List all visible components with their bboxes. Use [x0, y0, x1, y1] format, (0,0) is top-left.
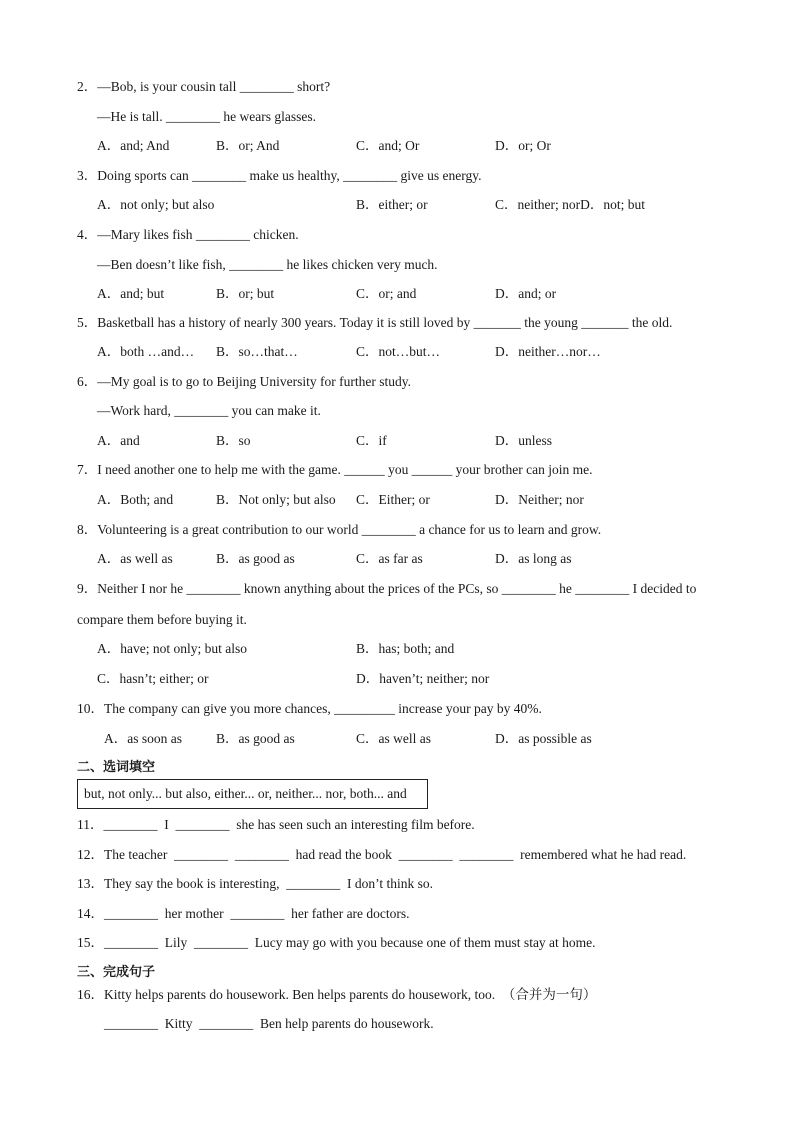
q5-option-c: C．not…but…	[356, 344, 441, 359]
q9-option-a: A．have; not only; but also	[97, 641, 247, 656]
q2-stem: 2．—Bob, is your cousin tall ________ short?	[77, 79, 331, 94]
q6-option-a: A．and	[97, 433, 140, 448]
word-bank-text: but, not only... but also, either... or, neither... nor, both... and	[84, 786, 407, 801]
q2-option-d: D．or; Or	[495, 138, 551, 153]
q9-option-b: B．has; both; and	[356, 641, 455, 656]
q16-answer-line: ________ Kitty ________ Ben help parents do housework.	[104, 1016, 434, 1031]
q8-stem: 8．Volunteering is a great contribution to our world ________ a chance for us to learn and grow.	[77, 522, 602, 537]
q7-option-b: B．Not only; but also	[216, 492, 336, 507]
q4-option-c: C．or; and	[356, 286, 417, 301]
q3-option-b: B．either; or	[356, 197, 428, 212]
q11-sentence: 11．________ I ________ she has seen such an interesting film before.	[77, 817, 475, 832]
q9-stem: 9．Neither I nor he ________ known anything about the prices of the PCs, so ________ he ________ I decided to	[77, 581, 697, 596]
q16-stem: 16．Kitty helps parents do housework. Ben helps parents do housework, too. （合并为一句）	[77, 987, 597, 1002]
q2-option-c: C．and; Or	[356, 138, 420, 153]
q6-dialog-line: —Work hard, ________ you can make it.	[97, 403, 321, 418]
q10-option-c: C．as well as	[356, 731, 431, 746]
section-heading-complete-sentences: 三、完成句子	[77, 965, 156, 980]
q10-stem: 10．The company can give you more chances, _________ increase your pay by 40%.	[77, 701, 542, 716]
q2-dialog-line: —He is tall. ________ he wears glasses.	[97, 109, 316, 124]
q4-dialog-line: —Ben doesn’t like fish, ________ he likes chicken very much.	[97, 257, 438, 272]
section-heading-word-fill: 二、选词填空	[77, 760, 156, 775]
q10-option-a: A．as soon as	[104, 731, 182, 746]
q5-option-b: B．so…that…	[216, 344, 298, 359]
q4-option-b: B．or; but	[216, 286, 275, 301]
q5-stem: 5．Basketball has a history of nearly 300 years. Today it is still loved by _______ the young _______ the old.	[77, 315, 673, 330]
q6-option-c: C．if	[356, 433, 387, 448]
q10-option-d: D．as possible as	[495, 731, 592, 746]
q13-sentence: 13．They say the book is interesting, ________ I don’t think so.	[77, 876, 433, 891]
q3-stem: 3．Doing sports can ________ make us healthy, ________ give us energy.	[77, 168, 482, 183]
q3-option-cd: C．neither; norD．not; but	[495, 197, 645, 212]
q7-option-d: D．Neither; nor	[495, 492, 584, 507]
q6-option-b: B．so	[216, 433, 251, 448]
q5-option-a: A．both …and…	[97, 344, 195, 359]
q12-sentence: 12．The teacher ________ ________ had read the book ________ ________ remembered what he had read.	[77, 847, 687, 862]
q3-option-a: A．not only; but also	[97, 197, 215, 212]
q9-stem-cont: compare them before buying it.	[77, 612, 247, 627]
q7-option-c: C．Either; or	[356, 492, 430, 507]
q10-option-b: B．as good as	[216, 731, 295, 746]
q8-option-c: C．as far as	[356, 551, 423, 566]
q8-option-d: D．as long as	[495, 551, 572, 566]
q14-sentence: 14．________ her mother ________ her father are doctors.	[77, 906, 410, 921]
q8-option-b: B．as good as	[216, 551, 295, 566]
q6-stem: 6．—My goal is to go to Beijing University for further study.	[77, 374, 411, 389]
q7-stem: 7．I need another one to help me with the game. ______ you ______ your brother can join me.	[77, 462, 593, 477]
q4-stem: 4．—Mary likes fish ________ chicken.	[77, 227, 299, 242]
q9-option-c: C．hasn’t; either; or	[97, 671, 209, 686]
q9-option-d: D．haven’t; neither; nor	[356, 671, 490, 686]
q15-sentence: 15．________ Lily ________ Lucy may go with you because one of them must stay at home.	[77, 935, 596, 950]
q7-option-a: A．Both; and	[97, 492, 174, 507]
q2-option-a: A．and; And	[97, 138, 170, 153]
q4-option-d: D．and; or	[495, 286, 557, 301]
q6-option-d: D．unless	[495, 433, 552, 448]
q2-option-b: B．or; And	[216, 138, 280, 153]
q4-option-a: A．and; but	[97, 286, 165, 301]
q5-option-d: D．neither…nor…	[495, 344, 601, 359]
q8-option-a: A．as well as	[97, 551, 173, 566]
